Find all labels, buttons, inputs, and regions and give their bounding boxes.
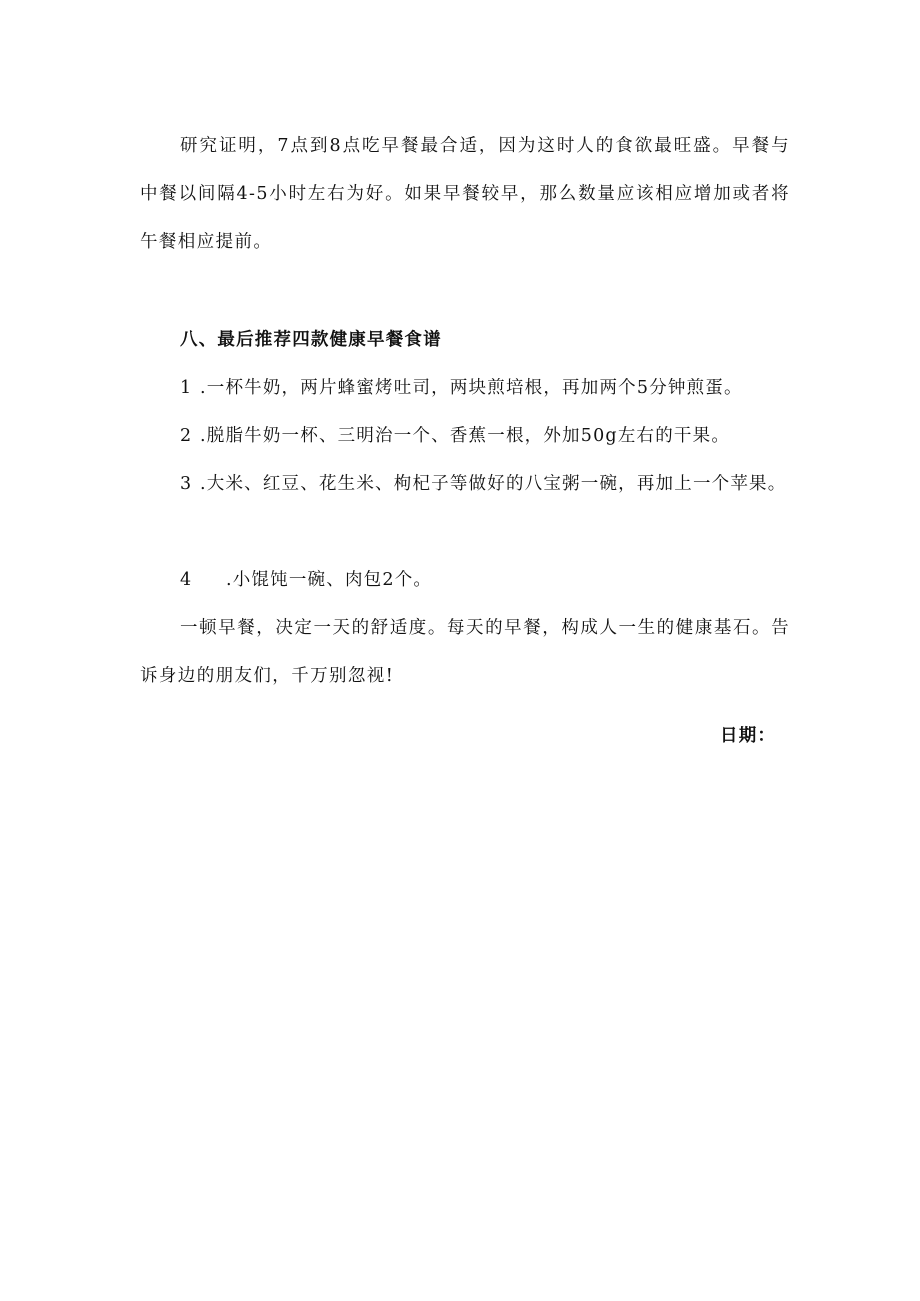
recipe-item-2 bbox=[140, 412, 795, 460]
recipe-text: .脱脂牛奶一杯、三明治一个、香蕉一根，外加50g左右的干果。 bbox=[200, 426, 731, 446]
recipe-item-3 bbox=[140, 460, 795, 508]
recipe-text: .一杯牛奶，两片蜂蜜烤吐司，两块煎培根，再加两个5分钟煎蛋。 bbox=[200, 378, 743, 398]
recipe-item-1 bbox=[140, 364, 795, 412]
recipe-number: 2 bbox=[180, 426, 193, 446]
recipe-text: .大米、红豆、花生米、枸杞子等做好的八宝粥一碗，再加上一个苹果。 bbox=[200, 474, 787, 494]
recipe-item-4 bbox=[140, 556, 795, 604]
section-heading: 八、最后推荐四款健康早餐食谱 bbox=[180, 330, 442, 350]
date-label: 日期： bbox=[720, 726, 777, 746]
intro-paragraph: 研究证明，7点到8点吃早餐最合适，因为这时人的食欲最旺盛。早餐与中餐以间隔4-5小时左右为好。如果早餐较早，那么数量应该相应增加或者将午餐相应提前。 bbox=[140, 136, 790, 252]
closing-paragraph: 一顿早餐，决定一天的舒适度。每天的早餐，构成人一生的健康基石。告诉身边的朋友们，千万别忽视! bbox=[140, 618, 790, 686]
recipe-text: .小馄饨一碗、肉包2个。 bbox=[226, 570, 433, 590]
recipe-number: 4 bbox=[180, 570, 193, 590]
recipe-number: 3 bbox=[180, 474, 193, 494]
recipe-number: 1 bbox=[180, 378, 193, 398]
